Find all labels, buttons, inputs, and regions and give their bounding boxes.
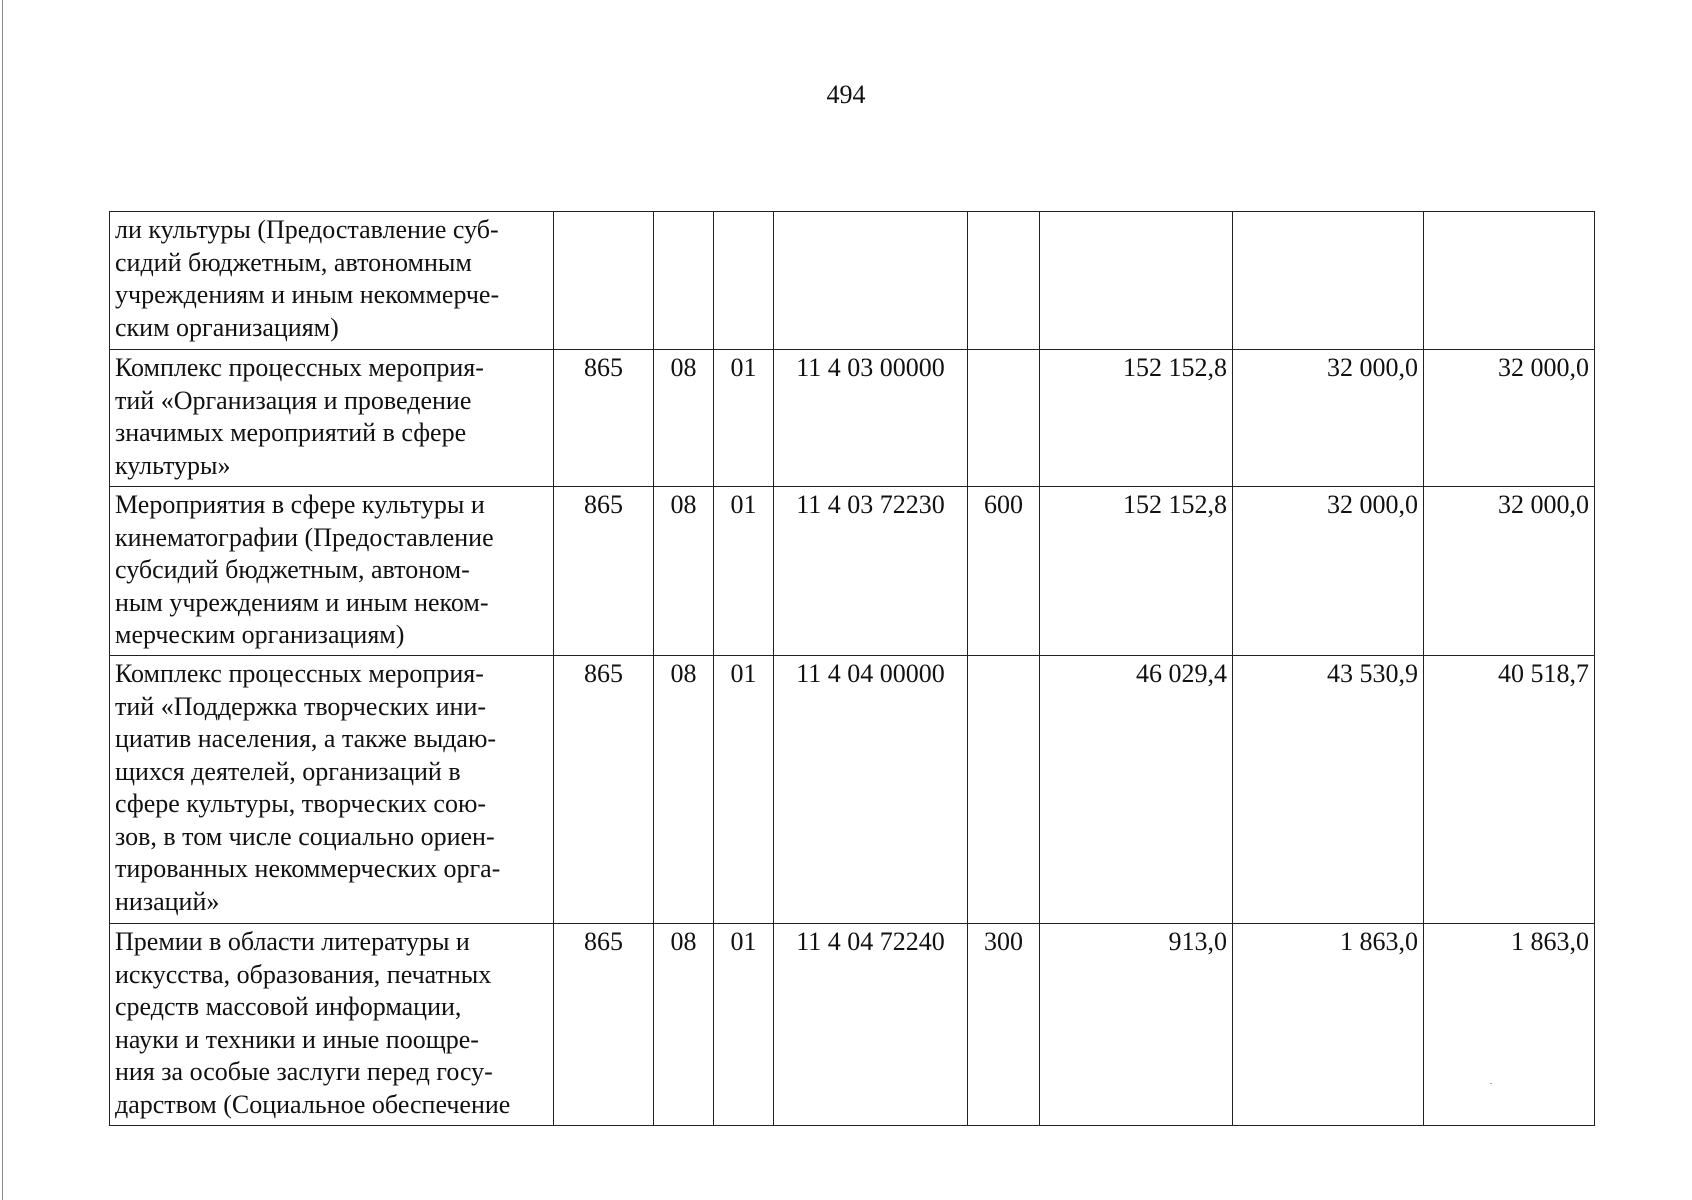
- scan-speck: [1490, 1083, 1492, 1084]
- section-code: 08: [654, 924, 714, 1126]
- expense-type-code: 600: [968, 487, 1040, 656]
- target-article-code: 11 4 03 00000: [774, 350, 968, 487]
- section-code: 08: [654, 656, 714, 924]
- table-row: [110, 350, 1595, 487]
- amount-year-2: 43 530,9: [1233, 656, 1424, 924]
- amount-year-1: 913,0: [1040, 924, 1233, 1126]
- amount-year-1: 152 152,8: [1040, 350, 1233, 487]
- amount-year-3: 40 518,7: [1424, 656, 1595, 924]
- amount-year-2: 1 863,0: [1233, 924, 1424, 1126]
- amount-year-3: 1 863,0: [1424, 924, 1595, 1126]
- ministry-code: 865: [554, 656, 654, 924]
- ministry-code: 865: [554, 924, 654, 1126]
- amount-year-2: [1233, 212, 1424, 350]
- subsection-code: 01: [714, 656, 774, 924]
- ministry-code: [554, 212, 654, 350]
- amount-year-2: 32 000,0: [1233, 350, 1424, 487]
- amount-year-3: [1424, 212, 1595, 350]
- subsection-code: [714, 212, 774, 350]
- row-description: Комплекс процессных мероприя- тий «Организация и проведение значимых мероприятий в сфере культуры»: [110, 350, 554, 487]
- amount-year-1: 152 152,8: [1040, 487, 1233, 656]
- table-row: [110, 487, 1595, 656]
- expense-type-code: [968, 212, 1040, 350]
- target-article-code: 11 4 04 00000: [774, 656, 968, 924]
- expense-type-code: [968, 350, 1040, 487]
- scan-edge-line: [2, 0, 3, 1200]
- target-article-code: 11 4 04 72240: [774, 924, 968, 1126]
- row-description: Комплекс процессных мероприя- тий «Поддержка творческих ини- циатив населения, а также выдаю- щихся деятелей, организаций в сфере культуры, творческих сою- зов, в том числе социально ориен- тированных некоммерческих орга- низаций»: [110, 656, 554, 924]
- amount-year-3: 32 000,0: [1424, 350, 1595, 487]
- amount-year-2: 32 000,0: [1233, 487, 1424, 656]
- target-article-code: 11 4 03 72230: [774, 487, 968, 656]
- section-code: 08: [654, 350, 714, 487]
- ministry-code: 865: [554, 350, 654, 487]
- section-code: [654, 212, 714, 350]
- subsection-code: 01: [714, 350, 774, 487]
- page-number: 494: [826, 80, 866, 109]
- table-row: [110, 212, 1595, 350]
- row-description: ли культуры (Предоставление суб- сидий бюджетным, автономным учреждениям и иным некоммерче- ским организациям): [110, 212, 554, 350]
- budget-table: [109, 211, 1595, 1126]
- target-article-code: [774, 212, 968, 350]
- table-row: [110, 656, 1595, 924]
- table-row: [110, 924, 1595, 1126]
- amount-year-1: [1040, 212, 1233, 350]
- row-description: Мероприятия в сфере культуры и кинематографии (Предоставление субсидий бюджетным, автоном- ным учреждениям и иным неком- мерческим организациям): [110, 487, 554, 656]
- subsection-code: 01: [714, 487, 774, 656]
- section-code: 08: [654, 487, 714, 656]
- expense-type-code: [968, 656, 1040, 924]
- ministry-code: 865: [554, 487, 654, 656]
- row-description: Премии в области литературы и искусства, образования, печатных средств массовой информации, науки и техники и иные поощре- ния за особые заслуги перед госу- дарством (Социальное обеспечение: [110, 924, 554, 1126]
- subsection-code: 01: [714, 924, 774, 1126]
- amount-year-1: 46 029,4: [1040, 656, 1233, 924]
- amount-year-3: 32 000,0: [1424, 487, 1595, 656]
- expense-type-code: 300: [968, 924, 1040, 1126]
